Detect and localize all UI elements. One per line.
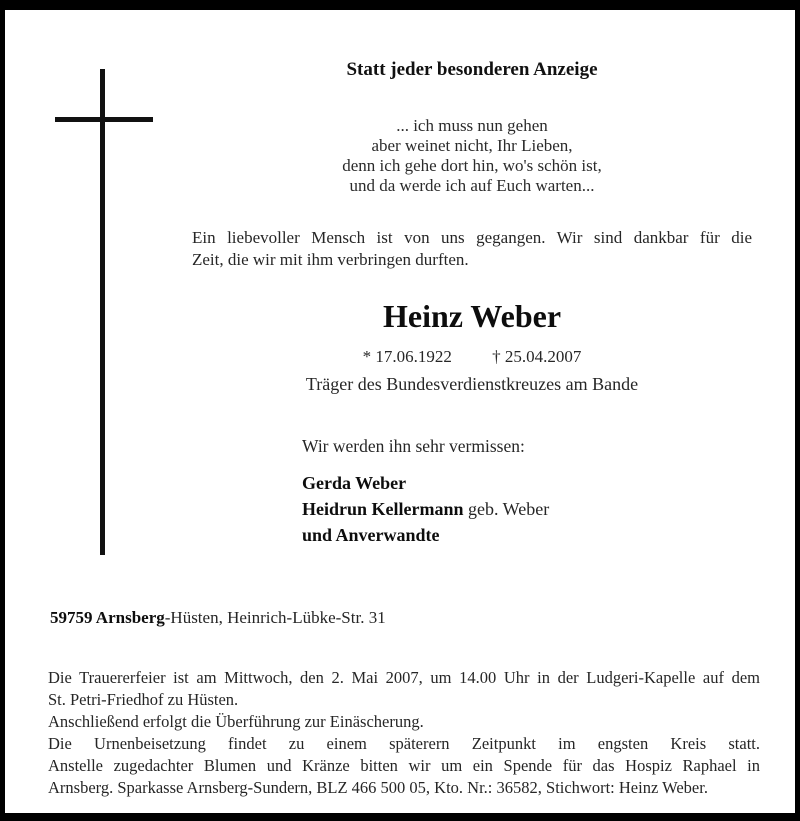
mourner-suffix: geb. Weber	[463, 499, 550, 519]
poem-line: denn ich gehe dort hin, wo's schön ist,	[342, 156, 602, 175]
address-postal-city: 59759 Arnsberg	[50, 608, 165, 627]
farewell-intro: Wir werden ihn sehr vermissen:	[302, 436, 525, 456]
intro-paragraph	[192, 227, 752, 271]
birth-date: * 17.06.1922	[362, 347, 452, 366]
address-line	[50, 608, 386, 628]
mourners-list	[302, 470, 752, 548]
preheader-text: Statt jeder besonderen Anzeige	[346, 59, 598, 80]
intro-line: Ein liebevoller Mensch ist von uns gegangen. Wir sind dankbar für die	[192, 228, 752, 247]
death-date: † 25.04.2007	[492, 347, 582, 366]
mourner-line	[302, 496, 752, 522]
deceased-name: Heinz Weber	[382, 298, 562, 334]
details-line: Die Trauererfeier ist am Mittwoch, den 2. Mai 2007, um 14.00 Uhr in der Ludgeri-Kapelle auf dem	[48, 668, 760, 687]
farewell-block	[302, 436, 752, 548]
honor-line: Träger des Bundesverdienstkreuzes am Bande	[305, 374, 639, 394]
details-line: Arnsberg. Sparkasse Arnsberg-Sundern, BLZ 466 500 05, Kto. Nr.: 36582, Stichwort: Heinz Weber.	[48, 778, 708, 797]
intro-line: Zeit, die wir mit ihm verbringen durften.	[192, 250, 469, 269]
funeral-details	[48, 667, 760, 799]
poem-line: und da werde ich auf Euch warten...	[349, 176, 595, 195]
mourner-name: Heidrun Kellermann	[302, 499, 464, 519]
poem-line: aber weinet nicht, Ihr Lieben,	[371, 136, 573, 155]
memorial-cross-icon	[100, 69, 105, 555]
mourner-line	[302, 522, 752, 548]
mourner-name: und Anverwandte	[302, 525, 440, 545]
details-line: Anstelle zugedachter Blumen und Kränze bitten wir um ein Spende für das Hospiz Raphael in	[48, 756, 760, 775]
address-street: -Hüsten, Heinrich-Lübke-Str. 31	[164, 608, 386, 627]
memorial-poem	[192, 116, 752, 196]
details-line: Anschließend erfolgt die Überführung zur Einäscherung.	[48, 712, 424, 731]
details-line: St. Petri-Friedhof zu Hüsten.	[48, 690, 239, 709]
poem-line: ... ich muss nun gehen	[396, 116, 548, 135]
life-dates	[192, 347, 752, 367]
notice-sheet	[5, 10, 795, 813]
memorial-cross-icon-bar	[55, 117, 153, 122]
mourner-name: Gerda Weber	[302, 473, 407, 493]
details-line: Die Urnenbeisetzung findet zu einem späterern Zeitpunkt im engsten Kreis statt.	[48, 734, 760, 753]
mourner-line	[302, 470, 752, 496]
